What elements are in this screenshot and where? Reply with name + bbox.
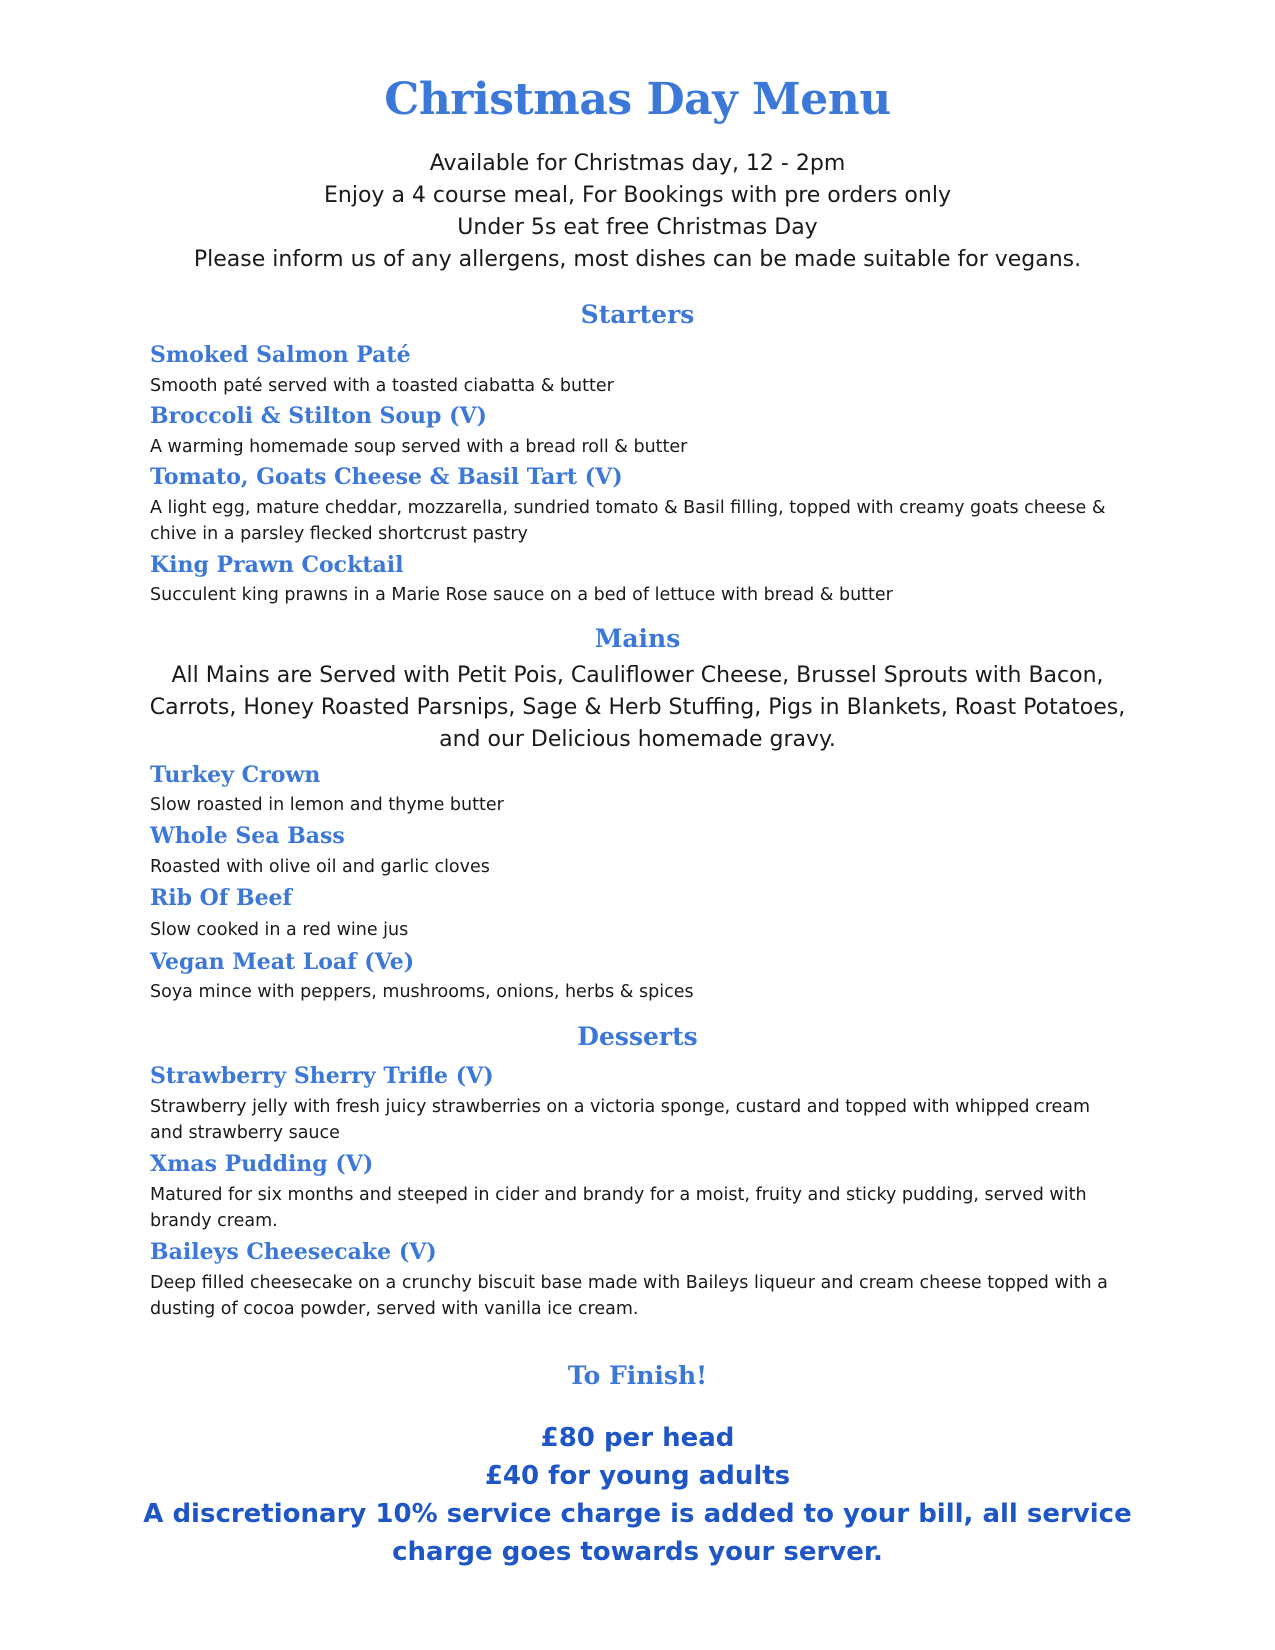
dish-name: Whole Sea Bass xyxy=(150,823,345,849)
dish-description: Deep filled cheesecake on a crunchy biscuit base made with Baileys liqueur and cream cheese topped with a dusting of cocoa powder, served with vanilla ice cream. xyxy=(150,1273,1108,1319)
dish-description: Soya mince with peppers, mushrooms, onions, herbs & spices xyxy=(150,982,694,1002)
dish-name: Turkey Crown xyxy=(150,762,321,788)
dish-name: King Prawn Cocktail xyxy=(150,552,404,578)
service-charge-note: A discretionary 10% service charge is added to your bill, all service charge goes towards your server. xyxy=(143,1499,1132,1567)
section-heading-desserts: Desserts xyxy=(577,1022,698,1051)
section-heading-to-finish: To Finish! xyxy=(567,1361,708,1390)
dish-description: A warming homemade soup served with a bread roll & butter xyxy=(150,437,688,457)
dish-description: Smooth paté served with a toasted ciabatta & butter xyxy=(150,376,614,396)
price-per-head: £80 per head xyxy=(540,1423,735,1453)
page-title: Christmas Day Menu xyxy=(384,74,891,125)
dish-description: Slow roasted in lemon and thyme butter xyxy=(150,795,504,815)
dish-description: Matured for six months and steeped in cider and brandy for a moist, fruity and sticky pudding, served with brandy cream. xyxy=(150,1185,1087,1231)
section-heading-mains: Mains xyxy=(594,624,681,653)
dish-name: Xmas Pudding (V) xyxy=(150,1151,374,1177)
intro-block xyxy=(100,148,1175,276)
intro-line-availability: Available for Christmas day, 12 - 2pm xyxy=(429,151,846,176)
dish-name: Strawberry Sherry Trifle (V) xyxy=(150,1063,494,1089)
dish-name: Tomato, Goats Cheese & Basil Tart (V) xyxy=(150,464,623,490)
price-young-adults: £40 for young adults xyxy=(484,1461,791,1491)
dish-name: Baileys Cheesecake (V) xyxy=(150,1239,437,1265)
dish-description: Succulent king prawns in a Marie Rose sauce on a bed of lettuce with bread & butter xyxy=(150,585,893,605)
intro-line-allergens: Please inform us of any allergens, most dishes can be made suitable for vegans. xyxy=(193,247,1082,272)
dish-description: Strawberry jelly with fresh juicy strawberries on a victoria sponge, custard and topped with whipped cream and strawberry sauce xyxy=(150,1097,1091,1143)
dish-description: Roasted with olive oil and garlic cloves xyxy=(150,857,490,877)
dish-name: Rib Of Beef xyxy=(150,885,293,911)
intro-line-booking: Enjoy a 4 course meal, For Bookings with pre orders only xyxy=(324,183,951,208)
dish-name: Broccoli & Stilton Soup (V) xyxy=(150,403,487,429)
dish-name: Vegan Meat Loaf (Ve) xyxy=(150,949,415,975)
section-heading-starters: Starters xyxy=(580,300,695,329)
intro-line-under-fives: Under 5s eat free Christmas Day xyxy=(457,215,818,240)
dish-name: Smoked Salmon Paté xyxy=(150,342,411,368)
dish-description: A light egg, mature cheddar, mozzarella, sundried tomato & Basil filling, topped with creamy goats cheese & chive in a parsley flecked shortcrust pastry xyxy=(150,498,1106,544)
dish-description: Slow cooked in a red wine jus xyxy=(150,920,409,940)
mains-accompaniments-note: All Mains are Served with Petit Pois, Cauliflower Cheese, Brussel Sprouts with Bacon, Carrots, Honey Roasted Parsnips, Sage & Herb Stuffing, Pigs in Blankets, Roast Potatoes, and our Delicious homemade gravy. xyxy=(149,663,1126,752)
pricing-block xyxy=(140,1419,1135,1571)
